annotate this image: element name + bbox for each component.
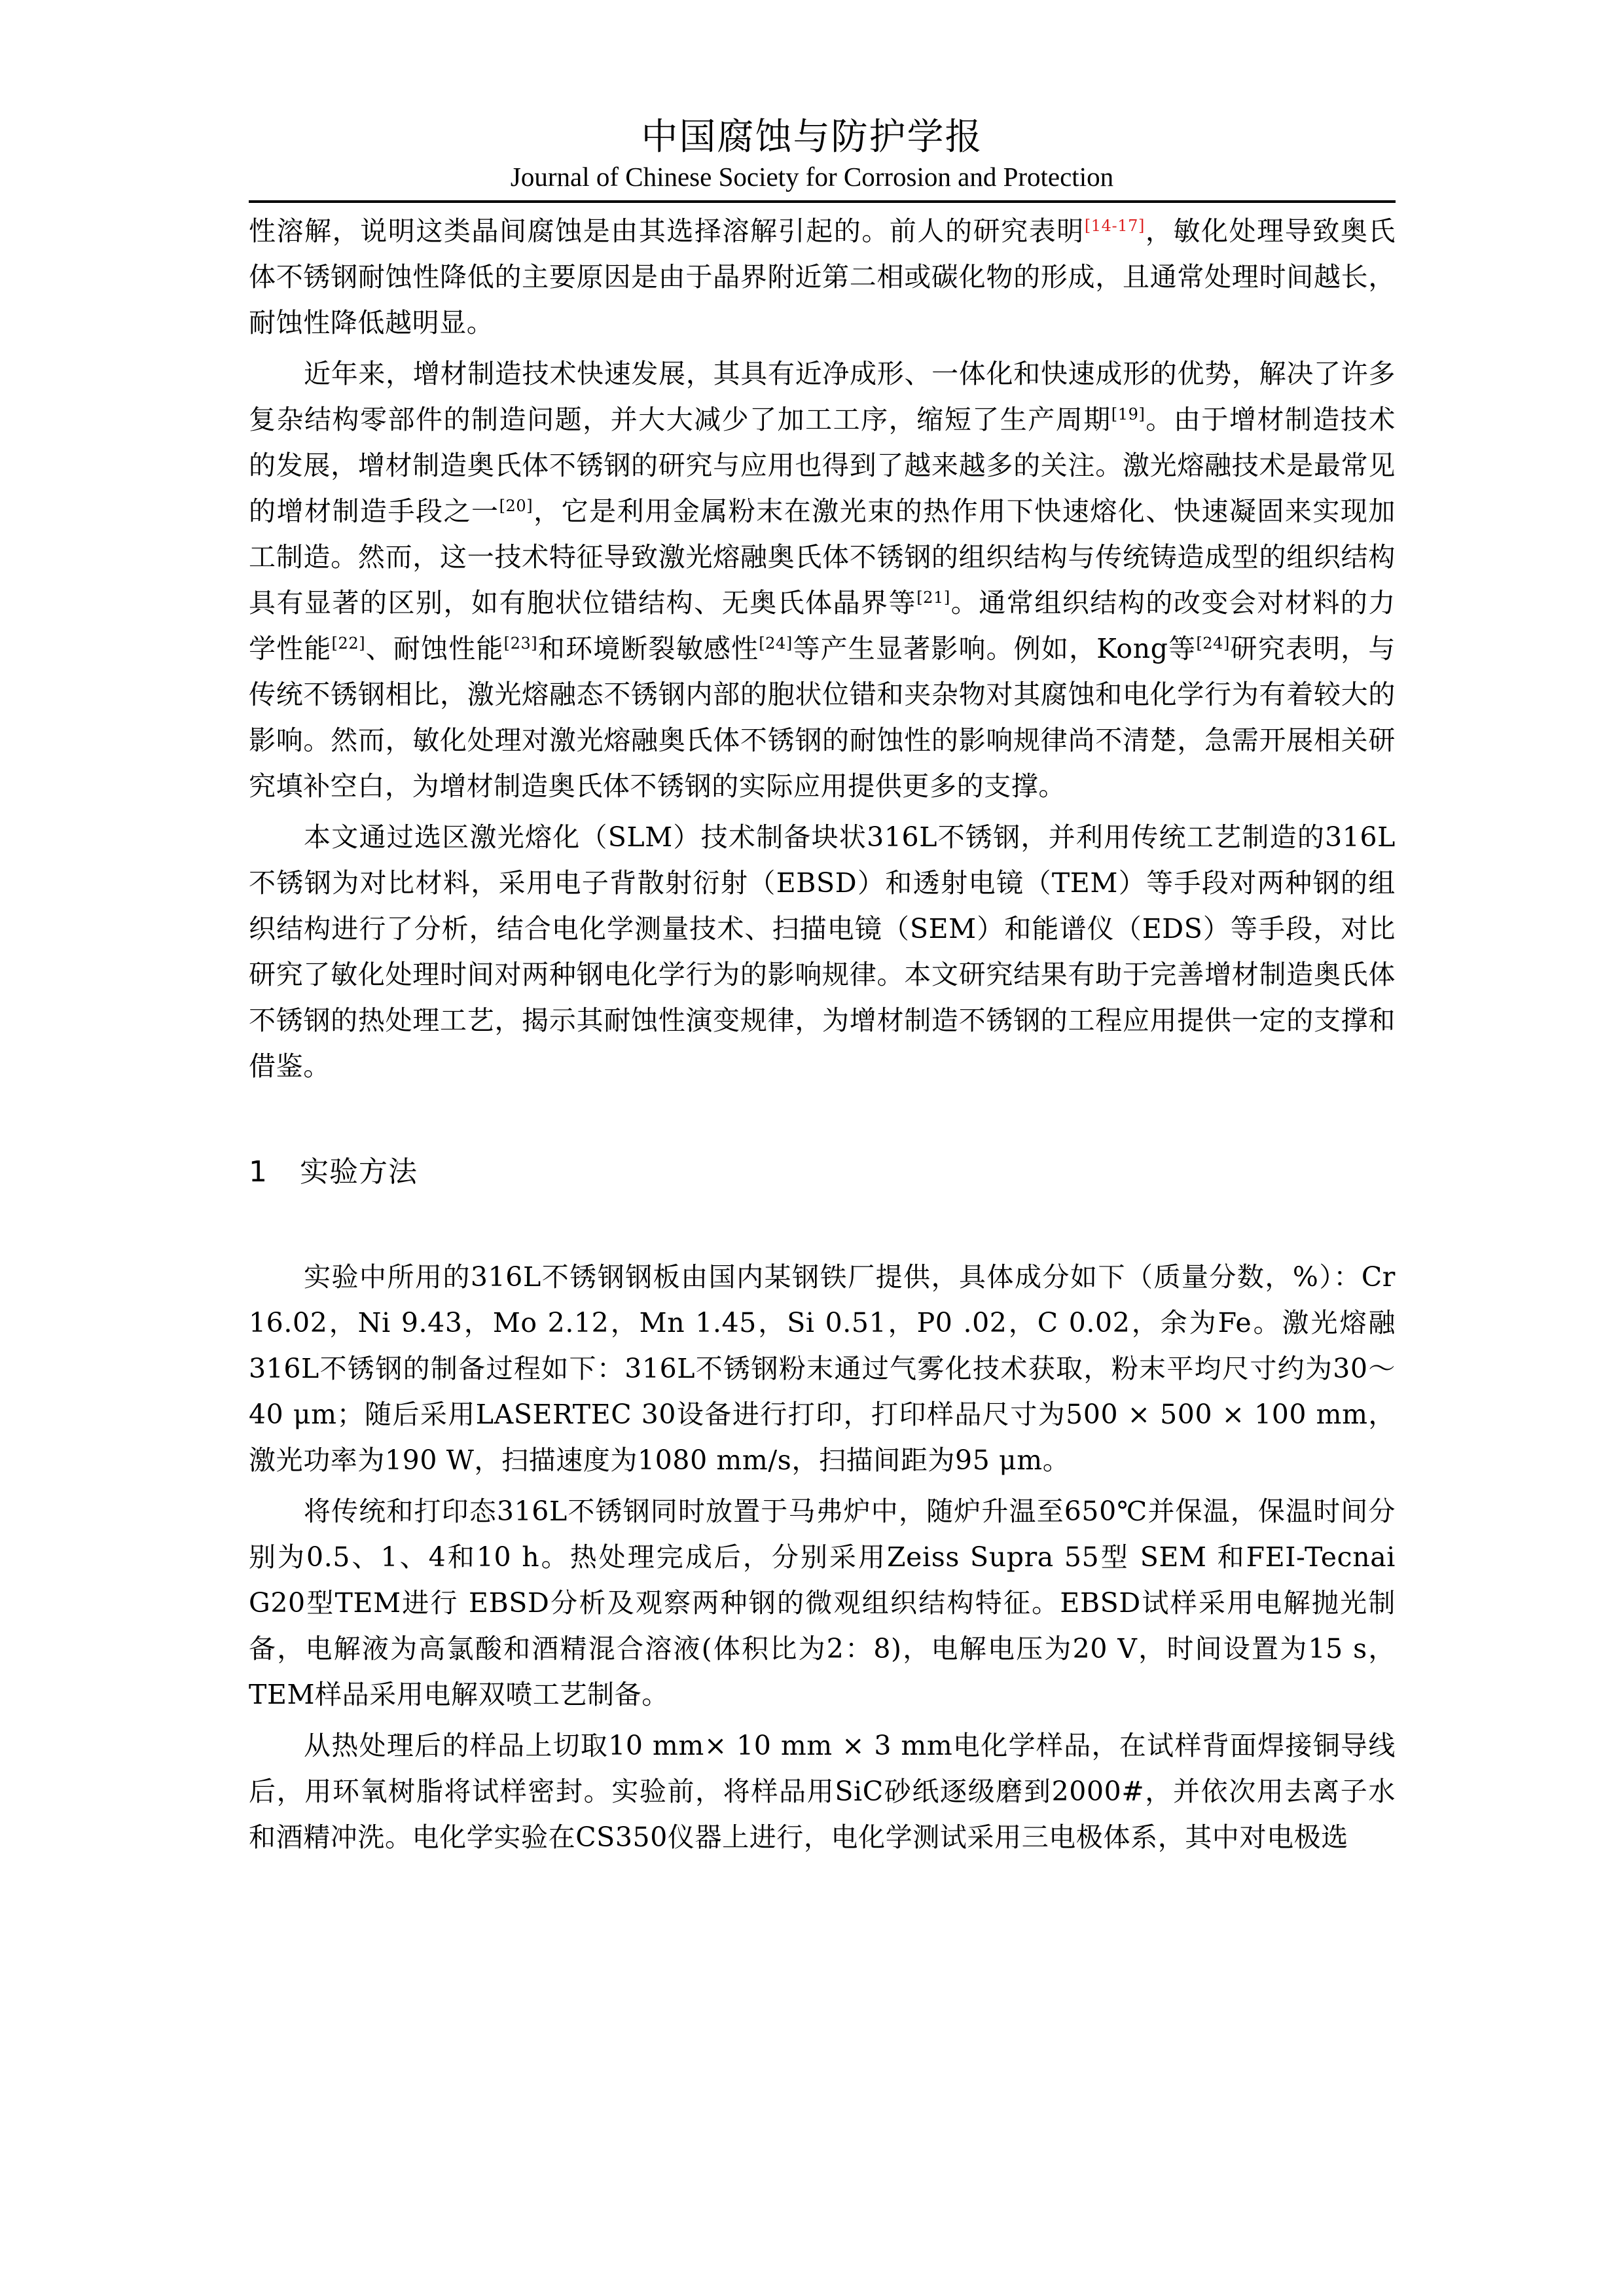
paragraph-2-text-c: ，它是利用金属粉末在激光束的热作用下快速熔化、快速凝固来实现加工制造。然而，这一技术特征导致激光熔融奥氏体不锈钢的组织结构与传统铸造成型的组织结构具有显著的区别，如有胞状位错结构、无奥氏体晶界等 xyxy=(249,495,1396,619)
paragraph-2-text-d: 。通常组织结构的改变会对材料的力学性能 xyxy=(249,587,1396,664)
section-title: 实验方法 xyxy=(300,1155,418,1189)
article-body xyxy=(249,208,1396,1860)
page-header xyxy=(0,117,1624,192)
paragraph-2-text-f: 和环境断裂敏感性 xyxy=(537,633,759,664)
paragraph-1-text-a: 性溶解，说明这类晶间腐蚀是由其选择溶解引起的。前人的研究表明 xyxy=(249,215,1085,247)
paragraph-2-text-g: 等产生显著影响。例如，Kong等 xyxy=(792,633,1197,664)
paragraph-2-text-a: 近年来，增材制造技术快速发展，其具有近净成形、一体化和快速成形的优势，解决了许多复杂结构零部件的制造问题，并大大减少了加工工序，缩短了生产周期 xyxy=(249,358,1396,435)
citation-24-kong[interactable]: [24] xyxy=(1196,634,1230,653)
paragraph-2-text-h: 研究表明，与传统不锈钢相比，激光熔融态不锈钢内部的胞状位错和夹杂物对其腐蚀和电化学行为有着较大的影响。然而，敏化处理对激光熔融奥氏体不锈钢的耐蚀性的影响规律尚不清楚，急需开展相关研究填补空白，为增材制造奥氏体不锈钢的实际应用提供更多的支撑。 xyxy=(249,633,1396,802)
paragraph-3: 本文通过选区激光熔化（SLM）技术制备块状316L不锈钢，并利用传统工艺制造的316L不锈钢为对比材料，采用电子背散射衍射（EBSD）和透射电镜（TEM）等手段对两种钢的组织结构进行了分析，结合电化学测量技术、扫描电镜（SEM）和能谱仪（EDS）等手段，对比研究了敏化处理时间对两种钢电化学行为的影响规律。本文研究结果有助于完善增材制造奥氏体不锈钢的热处理工艺，揭示其耐蚀性演变规律，为增材制造不锈钢的工程应用提供一定的支撑和借鉴。 xyxy=(249,821,1396,1082)
header-rule xyxy=(249,200,1396,203)
citation-14-17[interactable]: [14-17] xyxy=(1084,217,1145,235)
citation-24[interactable]: [24] xyxy=(759,634,793,653)
paragraph-2-text-b: 。由于增材制造技术的发展，增材制造奥氏体不锈钢的研究与应用也得到了越来越多的关注。激光熔融技术是最常见的增材制造手段之一 xyxy=(249,404,1396,527)
paragraph-5: 将传统和打印态316L不锈钢同时放置于马弗炉中，随炉升温至650℃并保温，保温时间分别为0.5、1、4和10 h。热处理完成后，分别采用Zeiss Supra 55型 SEM 和FEI-Tecnai G20型TEM进行 EBSD分析及观察两种钢的微观组织结构特征。EBSD试样采用电解抛光制备，电解液为高氯酸和酒精混合溶液(体积比为2：8)，电解电压为20 V，时间设置为15 s，TEM样品采用电解双喷工艺制备。 xyxy=(249,1496,1396,1710)
journal-title-english: Journal of Chinese Society for Corrosion and Protection xyxy=(510,162,1114,192)
paragraph-4: 实验中所用的316L不锈钢钢板由国内某钢铁厂提供，具体成分如下（质量分数，%）：Cr 16.02，Ni 9.43，Mo 2.12，Mn 1.45，Si 0.51，P0 .02，C 0.02，余为Fe。激光熔融316L不锈钢的制备过程如下：316L不锈钢粉末通过气雾化技术获取，粉末平均尺寸约为30～40 μm；随后采用LASERTEC 30设备进行打印，打印样品尺寸为500 × 500 × 100 mm，激光功率为190 W，扫描速度为1080 mm/s，扫描间距为95 μm。 xyxy=(249,1261,1396,1476)
citation-20[interactable]: [20] xyxy=(499,497,533,515)
paragraph-6: 从热处理后的样品上切取10 mm× 10 mm × 3 mm电化学样品，在试样背面焊接铜导线后，用环氧树脂将试样密封。实验前，将样品用SiC砂纸逐级磨到2000#，并依次用去离子水和酒精冲洗。电化学实验在CS350仪器上进行，电化学测试采用三电极体系，其中对电极选 xyxy=(249,1730,1396,1853)
section-heading-1 xyxy=(249,1149,1396,1195)
section-number: 1 xyxy=(249,1155,268,1189)
paragraph-2 xyxy=(249,351,1396,809)
paragraph-1-text-b: ，敏化处理导致奥氏体不锈钢耐蚀性降低的主要原因是由于晶界附近第二相或碳化物的形成，且通常处理时间越长，耐蚀性降低越明显。 xyxy=(249,215,1396,338)
paragraph-2-text-e: 、耐蚀性能 xyxy=(365,633,504,664)
journal-title-chinese: 中国腐蚀与防护学报 xyxy=(641,116,983,158)
paragraph-1 xyxy=(249,208,1396,346)
citation-19[interactable]: [19] xyxy=(1111,405,1146,423)
citation-23[interactable]: [23] xyxy=(503,634,538,653)
citation-22[interactable]: [22] xyxy=(331,634,366,653)
citation-21[interactable]: [21] xyxy=(916,588,950,607)
